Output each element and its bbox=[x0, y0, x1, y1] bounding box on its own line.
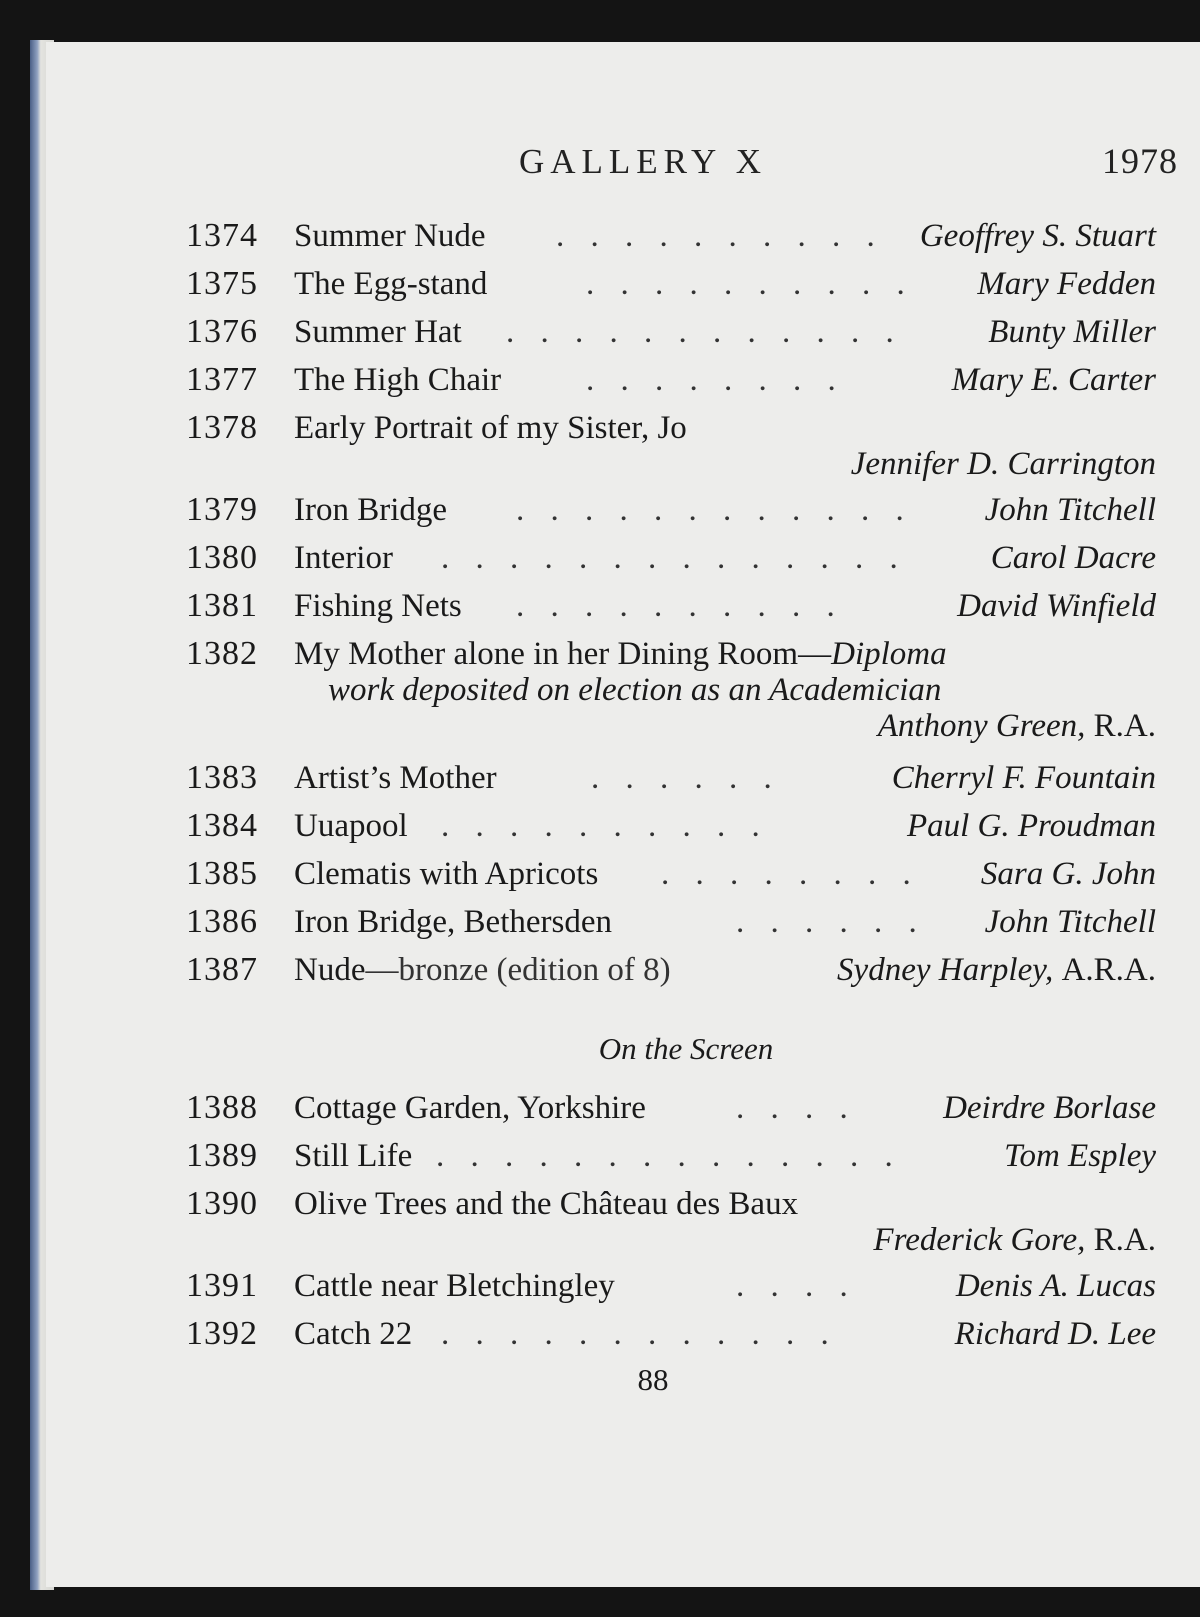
leader-dots: . . . . . . bbox=[591, 760, 781, 796]
entry-number: 1391 bbox=[186, 1267, 258, 1304]
entry-title-italic: Diploma bbox=[831, 636, 947, 672]
entry-title: Cottage Garden, Yorkshire bbox=[294, 1090, 646, 1126]
entry-artist-group bbox=[837, 946, 1156, 994]
entry-list bbox=[186, 212, 1156, 1358]
entry-number: 1390 bbox=[186, 1185, 258, 1222]
entry-title: Interior bbox=[294, 540, 393, 576]
artist-honour: A.R.A. bbox=[1061, 952, 1156, 988]
entry-number: 1378 bbox=[186, 409, 258, 446]
entry-row bbox=[186, 1084, 1156, 1132]
entry-number: 1392 bbox=[186, 1315, 258, 1352]
entry-number: 1386 bbox=[186, 903, 258, 940]
entry-title: Still Life bbox=[294, 1138, 413, 1174]
entry-title: Early Portrait of my Sister, Jo bbox=[294, 410, 687, 446]
entry-title: Nude bbox=[294, 952, 366, 988]
entry-row bbox=[186, 212, 1156, 260]
leader-dots: . . . . . . . . . . bbox=[516, 588, 844, 624]
entry-artist-group bbox=[873, 1216, 1156, 1264]
page-number: 88 bbox=[637, 1362, 669, 1397]
entry-artist-group bbox=[878, 702, 1156, 750]
entry-row bbox=[186, 898, 1156, 946]
leader-dots: . . . . bbox=[736, 1090, 857, 1126]
entry-row bbox=[186, 404, 1156, 486]
entry-title: Uuapool bbox=[294, 808, 408, 844]
entry-artist: Anthony Green, bbox=[877, 708, 1086, 744]
entry-title: The Egg-stand bbox=[294, 266, 488, 302]
entry-medium: —bronze (edition of 8) bbox=[365, 952, 671, 988]
entry-artist: Cherryl F. Fountain bbox=[891, 760, 1156, 796]
leader-dots: . . . . . . . . bbox=[661, 856, 920, 892]
entry-artist: Deirdre Borlase bbox=[943, 1090, 1156, 1126]
entry-number: 1380 bbox=[186, 539, 258, 576]
entry-row bbox=[186, 534, 1156, 582]
entry-number: 1379 bbox=[186, 491, 258, 528]
entry-number: 1376 bbox=[186, 313, 258, 350]
entry-row bbox=[186, 308, 1156, 356]
entry-title: Iron Bridge, Bethersden bbox=[294, 904, 612, 940]
entry-artist: Richard D. Lee bbox=[954, 1316, 1156, 1352]
entry-row bbox=[186, 356, 1156, 404]
entry-row bbox=[186, 1180, 1156, 1262]
entry-number: 1374 bbox=[186, 217, 258, 254]
entry-number: 1384 bbox=[186, 807, 258, 844]
entry-row bbox=[186, 260, 1156, 308]
artist-honour: R.A. bbox=[1093, 1222, 1156, 1258]
entry-artist: David Winfield bbox=[957, 588, 1156, 624]
entry-title-group bbox=[294, 946, 671, 994]
entry-number: 1389 bbox=[186, 1137, 258, 1174]
entry-artist: Frederick Gore, bbox=[873, 1222, 1086, 1258]
entry-artist: Mary Fedden bbox=[977, 266, 1156, 302]
leader-dots: . . . . . . . . . . . . bbox=[441, 1316, 838, 1352]
book-page bbox=[46, 42, 1200, 1587]
artist-honour: R.A. bbox=[1093, 708, 1156, 744]
entry-number: 1387 bbox=[186, 951, 258, 988]
entry-artist: Sydney Harpley, bbox=[837, 952, 1054, 988]
entry-title: Olive Trees and the Château des Baux bbox=[294, 1186, 799, 1222]
entry-artist: Jennifer D. Carrington bbox=[850, 446, 1156, 482]
entry-row bbox=[186, 946, 1156, 994]
entry-artist: Mary E. Carter bbox=[951, 362, 1156, 398]
gallery-title: GALLERY X bbox=[518, 142, 768, 181]
entry-artist: Bunty Miller bbox=[988, 314, 1156, 350]
entry-row bbox=[186, 1262, 1156, 1310]
entry-title: Summer Hat bbox=[294, 314, 462, 350]
entry-number: 1382 bbox=[186, 635, 258, 672]
leader-dots: . . . . . . . . . . . . . . bbox=[436, 1138, 902, 1174]
entry-number: 1388 bbox=[186, 1089, 258, 1126]
entry-title: Catch 22 bbox=[294, 1316, 413, 1352]
entry-row bbox=[186, 850, 1156, 898]
entry-row bbox=[186, 486, 1156, 534]
leader-dots: . . . . . . . . . . . . bbox=[516, 492, 913, 528]
entry-artist: Sara G. John bbox=[980, 856, 1156, 892]
entry-title: Iron Bridge bbox=[294, 492, 448, 528]
entry-artist: Paul G. Proudman bbox=[906, 808, 1156, 844]
entry-artist: Tom Espley bbox=[1004, 1138, 1156, 1174]
entry-number: 1375 bbox=[186, 265, 258, 302]
entry-title: Fishing Nets bbox=[294, 588, 462, 624]
leader-dots: . . . . . . . . . . bbox=[441, 808, 769, 844]
entry-artist: Carol Dacre bbox=[990, 540, 1156, 576]
entry-artist: John Titchell bbox=[984, 492, 1156, 528]
entry-artist: John Titchell bbox=[984, 904, 1156, 940]
leader-dots: . . . . bbox=[736, 1268, 857, 1304]
entry-number: 1377 bbox=[186, 361, 258, 398]
entry-title: Clematis with Apricots bbox=[294, 856, 599, 892]
entry-row bbox=[186, 630, 1156, 754]
year: 1978 bbox=[1102, 141, 1178, 181]
entry-row bbox=[186, 1310, 1156, 1358]
entry-title: Summer Nude bbox=[294, 218, 486, 254]
entry-subline: work deposited on election as an Academician bbox=[328, 672, 942, 708]
entry-title: My Mother alone in her Dining Room— bbox=[294, 636, 832, 672]
entry-number: 1385 bbox=[186, 855, 258, 892]
entry-row bbox=[186, 754, 1156, 802]
entry-row bbox=[186, 582, 1156, 630]
entry-number: 1381 bbox=[186, 587, 258, 624]
entry-number: 1383 bbox=[186, 759, 258, 796]
leader-dots: . . . . . . . . . . . . . . bbox=[441, 540, 907, 576]
entry-artist: Denis A. Lucas bbox=[955, 1268, 1156, 1304]
leader-dots: . . . . . . . . bbox=[586, 362, 845, 398]
entry-title: Cattle near Bletchingley bbox=[294, 1268, 615, 1304]
leader-dots: . . . . . . . . . . bbox=[556, 218, 884, 254]
leader-dots: . . . . . . bbox=[736, 904, 926, 940]
entry-row bbox=[186, 802, 1156, 850]
entry-artist: Geoffrey S. Stuart bbox=[919, 218, 1156, 254]
leader-dots: . . . . . . . . . . . . bbox=[506, 314, 903, 350]
entry-title: The High Chair bbox=[294, 362, 502, 398]
leader-dots: . . . . . . . . . . bbox=[586, 266, 914, 302]
entry-title: Artist’s Mother bbox=[294, 760, 497, 796]
section-heading: On the Screen bbox=[598, 1031, 774, 1066]
entry-row bbox=[186, 1132, 1156, 1180]
